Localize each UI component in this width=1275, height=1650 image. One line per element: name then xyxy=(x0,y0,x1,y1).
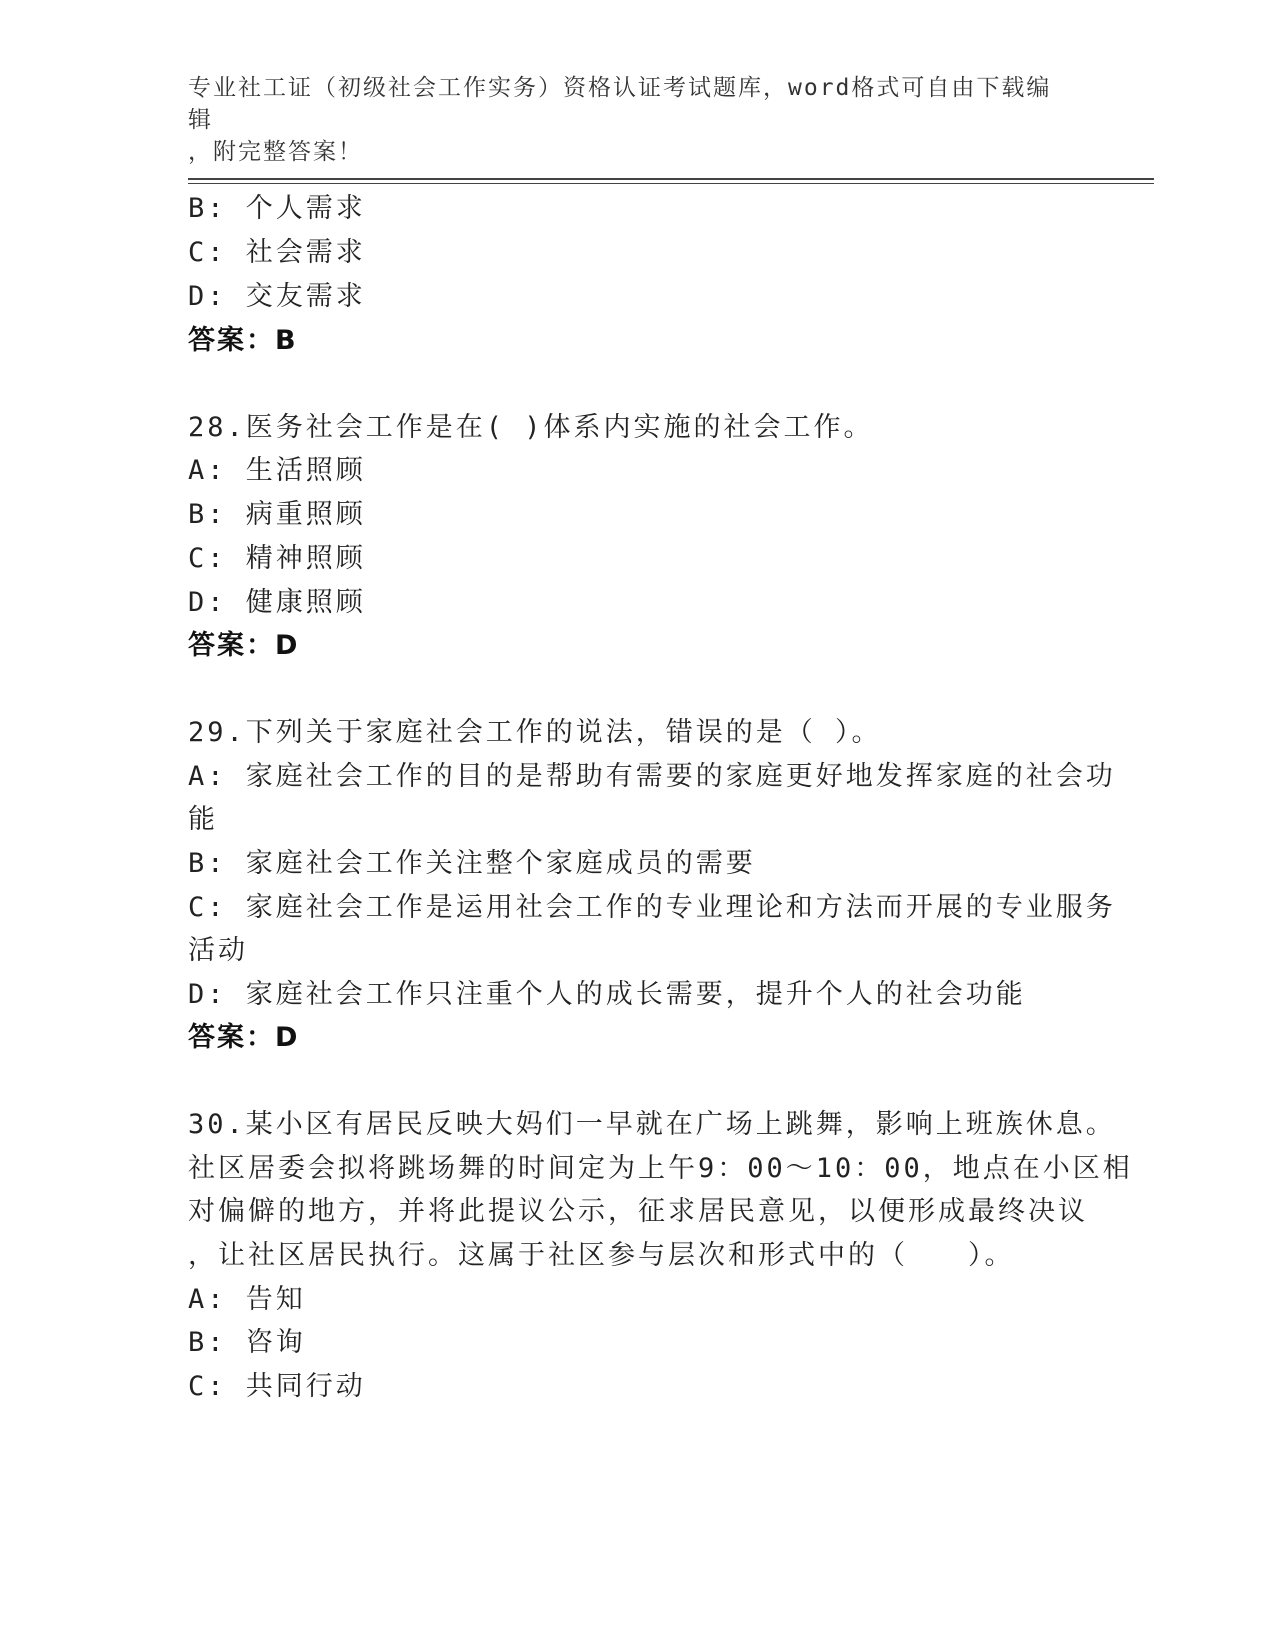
q29-option-c-line1: C: 家庭社会工作是运用社会工作的专业理论和方法而开展的专业服务 xyxy=(188,892,1116,923)
q28-stem: 28.医务社会工作是在( )体系内实施的社会工作。 xyxy=(188,412,874,443)
q27-option-c: C: 社会需求 xyxy=(188,237,366,268)
q29-option-d: D: 家庭社会工作只注重个人的成长需要，提升个人的社会功能 xyxy=(188,979,1026,1010)
q29-answer: 答案：D xyxy=(188,1022,300,1053)
q29-stem: 29.下列关于家庭社会工作的说法，错误的是（ ）。 xyxy=(188,717,882,748)
q27-answer: 答案：B xyxy=(188,325,298,356)
page-header xyxy=(188,72,1068,168)
q29-option-b: B: 家庭社会工作关注整个家庭成员的需要 xyxy=(188,848,756,879)
q30-stem-line1: 30.某小区有居民反映大妈们一早就在广场上跳舞，影响上班族休息。 xyxy=(188,1109,1116,1140)
q30-option-a: A: 告知 xyxy=(188,1284,306,1315)
q28-option-d: D: 健康照顾 xyxy=(188,587,366,618)
header-divider xyxy=(188,178,1154,184)
q27-option-d: D: 交友需求 xyxy=(188,281,366,312)
q30-option-c: C: 共同行动 xyxy=(188,1371,366,1402)
q29-option-a-line2: 能 xyxy=(188,804,218,835)
q29-option-a-line1: A: 家庭社会工作的目的是帮助有需要的家庭更好地发挥家庭的社会功 xyxy=(188,761,1116,792)
q30-option-b: B: 咨询 xyxy=(188,1327,306,1358)
q28-option-a: A: 生活照顾 xyxy=(188,455,366,486)
header-line-1: 专业社工证（初级社会工作实务）资格认证考试题库，word格式可自由下载编辑 xyxy=(188,75,1052,133)
q28-answer: 答案：D xyxy=(188,630,300,661)
q30-stem-line4: ，让社区居民执行。这属于社区参与层次和形式中的（ ）。 xyxy=(188,1240,1015,1271)
q27-option-b: B: 个人需求 xyxy=(188,193,366,224)
q30-stem-line2: 社区居委会拟将跳场舞的时间定为上午9：00～10：00，地点在小区相 xyxy=(188,1153,1133,1184)
header-line-2: ，附完整答案！ xyxy=(188,139,363,165)
q28-option-c: C: 精神照顾 xyxy=(188,543,366,574)
q28-option-b: B: 病重照顾 xyxy=(188,499,366,530)
q29-option-c-line2: 活动 xyxy=(188,935,248,966)
q30-stem-line3: 对偏僻的地方，并将此提议公示，征求居民意见，以便形成最终决议 xyxy=(188,1196,1088,1227)
